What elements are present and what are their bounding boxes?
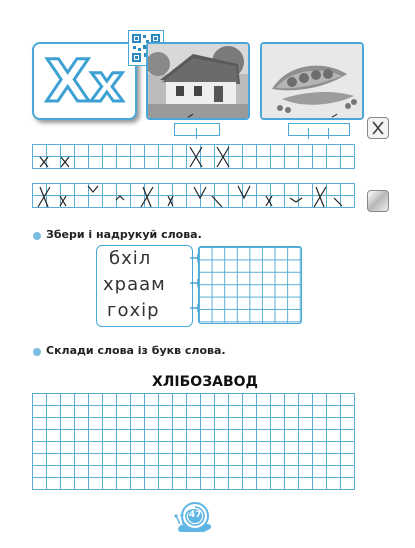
house-photo [146, 42, 250, 120]
source-word: ХЛІБОЗАВОД [152, 374, 259, 390]
handwriting-samples [30, 140, 360, 215]
answer-grid[interactable] [198, 246, 302, 324]
task-collect-words: Збери і надрукуй слова. [46, 228, 202, 241]
peas-photo [260, 42, 364, 120]
task-bullet [33, 232, 41, 240]
scrambled-words-box [96, 245, 193, 327]
glossy-square-icon [367, 190, 389, 212]
letter-pair: Xx [45, 47, 124, 115]
scrambled-word-3: гохір [107, 300, 160, 321]
page-number-badge [174, 496, 214, 536]
task-bullet [33, 348, 41, 356]
handwritten-x-icon [367, 117, 389, 139]
word-schema-house [174, 123, 220, 136]
compose-grid[interactable] [32, 393, 355, 490]
task-compose-words: Склади слова із букв слова. [46, 344, 226, 357]
letter-card [32, 42, 137, 120]
page-number: 47 [189, 510, 202, 520]
word-schema-peas [288, 123, 350, 136]
scrambled-word-2: храам [103, 274, 166, 295]
scrambled-word-1: бхіл [109, 248, 152, 269]
